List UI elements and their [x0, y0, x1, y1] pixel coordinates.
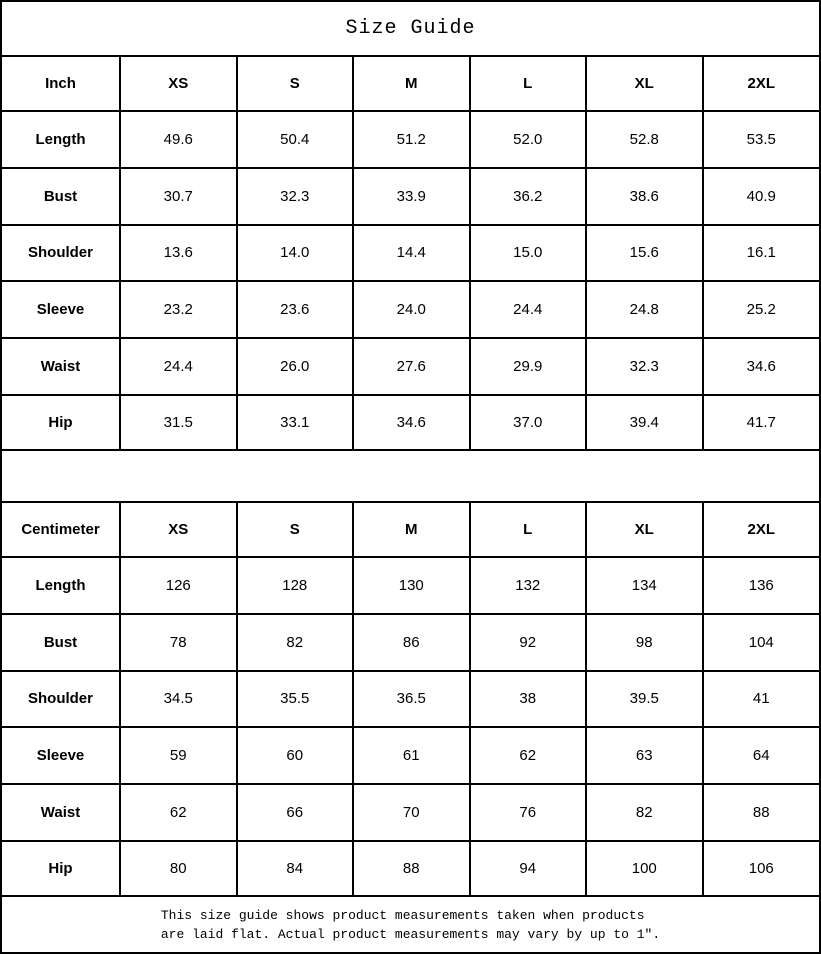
measurement-label-cell: Sleeve	[2, 281, 120, 338]
note-line-2: are laid flat. Actual product measurements may vary by up to 1″.	[160, 926, 661, 942]
measurement-value-cell: 15.6	[586, 225, 703, 282]
measurement-value-cell: 94	[470, 841, 587, 895]
measurement-value-cell: 66	[237, 784, 354, 841]
measurement-value-cell: 70	[353, 784, 470, 841]
measurement-value-cell: 100	[586, 841, 703, 895]
measurement-value-cell: 76	[470, 784, 587, 841]
measurement-label-cell: Waist	[2, 338, 120, 395]
size-header-row	[2, 57, 819, 111]
measurement-value-cell: 24.0	[353, 281, 470, 338]
measurement-value-cell: 132	[470, 557, 587, 614]
measurement-value-cell: 34.6	[353, 395, 470, 449]
measurement-row	[2, 225, 819, 282]
measurement-value-cell: 24.4	[120, 338, 237, 395]
size-header-cell: S	[237, 503, 354, 557]
measurement-value-cell: 37.0	[470, 395, 587, 449]
measurement-value-cell: 13.6	[120, 225, 237, 282]
measurement-value-cell: 106	[703, 841, 820, 895]
measurement-value-cell: 84	[237, 841, 354, 895]
measurement-label-cell: Shoulder	[2, 671, 120, 728]
measurement-value-cell: 130	[353, 557, 470, 614]
measurement-row	[2, 671, 819, 728]
size-header-cell: 2XL	[703, 503, 820, 557]
measurement-label-cell: Bust	[2, 614, 120, 671]
note-line-1: This size guide shows product measurements taken when products	[160, 907, 645, 923]
measurement-value-cell: 88	[703, 784, 820, 841]
measurement-value-cell: 36.5	[353, 671, 470, 728]
size-header-cell: M	[353, 57, 470, 111]
measurement-row	[2, 784, 819, 841]
measurement-note-text	[161, 906, 660, 944]
measurement-value-cell: 41.7	[703, 395, 820, 449]
measurement-note	[2, 895, 819, 952]
measurement-value-cell: 134	[586, 557, 703, 614]
measurement-value-cell: 23.2	[120, 281, 237, 338]
measurement-label-cell: Waist	[2, 784, 120, 841]
measurement-label-cell: Hip	[2, 841, 120, 895]
unit-header-cell: Inch	[2, 57, 120, 111]
size-header-cell: L	[470, 503, 587, 557]
measurement-row	[2, 281, 819, 338]
measurement-value-cell: 52.8	[586, 111, 703, 168]
measurement-row	[2, 168, 819, 225]
measurement-value-cell: 35.5	[237, 671, 354, 728]
measurement-value-cell: 23.6	[237, 281, 354, 338]
centimeter-size-table	[2, 503, 819, 895]
measurement-row	[2, 841, 819, 895]
measurement-value-cell: 38.6	[586, 168, 703, 225]
inch-size-table	[2, 57, 819, 449]
measurement-value-cell: 53.5	[703, 111, 820, 168]
measurement-label-cell: Shoulder	[2, 225, 120, 282]
measurement-label-cell: Length	[2, 111, 120, 168]
size-header-cell: XS	[120, 57, 237, 111]
measurement-value-cell: 32.3	[237, 168, 354, 225]
page-title: Size Guide	[2, 2, 819, 57]
size-header-cell: 2XL	[703, 57, 820, 111]
measurement-value-cell: 88	[353, 841, 470, 895]
measurement-value-cell: 39.4	[586, 395, 703, 449]
measurement-value-cell: 92	[470, 614, 587, 671]
unit-header-cell: Centimeter	[2, 503, 120, 557]
measurement-value-cell: 136	[703, 557, 820, 614]
size-header-cell: XS	[120, 503, 237, 557]
measurement-label-cell: Bust	[2, 168, 120, 225]
measurement-value-cell: 29.9	[470, 338, 587, 395]
size-header-row	[2, 503, 819, 557]
measurement-value-cell: 98	[586, 614, 703, 671]
measurement-value-cell: 49.6	[120, 111, 237, 168]
measurement-value-cell: 25.2	[703, 281, 820, 338]
measurement-value-cell: 34.6	[703, 338, 820, 395]
measurement-value-cell: 14.4	[353, 225, 470, 282]
measurement-value-cell: 80	[120, 841, 237, 895]
measurement-value-cell: 64	[703, 727, 820, 784]
measurement-value-cell: 82	[237, 614, 354, 671]
measurement-row	[2, 338, 819, 395]
measurement-value-cell: 14.0	[237, 225, 354, 282]
measurement-row	[2, 727, 819, 784]
measurement-label-cell: Hip	[2, 395, 120, 449]
size-header-cell: M	[353, 503, 470, 557]
measurement-value-cell: 82	[586, 784, 703, 841]
measurement-value-cell: 86	[353, 614, 470, 671]
measurement-value-cell: 24.8	[586, 281, 703, 338]
measurement-value-cell: 61	[353, 727, 470, 784]
measurement-value-cell: 63	[586, 727, 703, 784]
size-header-cell: S	[237, 57, 354, 111]
measurement-value-cell: 60	[237, 727, 354, 784]
size-header-cell: L	[470, 57, 587, 111]
measurement-value-cell: 40.9	[703, 168, 820, 225]
measurement-value-cell: 27.6	[353, 338, 470, 395]
measurement-value-cell: 24.4	[470, 281, 587, 338]
measurement-row	[2, 111, 819, 168]
measurement-value-cell: 52.0	[470, 111, 587, 168]
measurement-value-cell: 36.2	[470, 168, 587, 225]
measurement-row	[2, 395, 819, 449]
measurement-value-cell: 104	[703, 614, 820, 671]
measurement-value-cell: 32.3	[586, 338, 703, 395]
measurement-value-cell: 33.9	[353, 168, 470, 225]
measurement-value-cell: 50.4	[237, 111, 354, 168]
measurement-value-cell: 31.5	[120, 395, 237, 449]
measurement-row	[2, 614, 819, 671]
measurement-value-cell: 62	[470, 727, 587, 784]
measurement-value-cell: 59	[120, 727, 237, 784]
measurement-value-cell: 30.7	[120, 168, 237, 225]
size-header-cell: XL	[586, 57, 703, 111]
measurement-value-cell: 26.0	[237, 338, 354, 395]
measurement-value-cell: 34.5	[120, 671, 237, 728]
measurement-value-cell: 78	[120, 614, 237, 671]
measurement-value-cell: 128	[237, 557, 354, 614]
measurement-value-cell: 33.1	[237, 395, 354, 449]
measurement-row	[2, 557, 819, 614]
measurement-value-cell: 15.0	[470, 225, 587, 282]
measurement-label-cell: Length	[2, 557, 120, 614]
table-spacer	[2, 449, 819, 503]
measurement-value-cell: 62	[120, 784, 237, 841]
measurement-value-cell: 51.2	[353, 111, 470, 168]
measurement-value-cell: 41	[703, 671, 820, 728]
measurement-value-cell: 126	[120, 557, 237, 614]
measurement-label-cell: Sleeve	[2, 727, 120, 784]
size-header-cell: XL	[586, 503, 703, 557]
measurement-value-cell: 39.5	[586, 671, 703, 728]
measurement-value-cell: 38	[470, 671, 587, 728]
measurement-value-cell: 16.1	[703, 225, 820, 282]
